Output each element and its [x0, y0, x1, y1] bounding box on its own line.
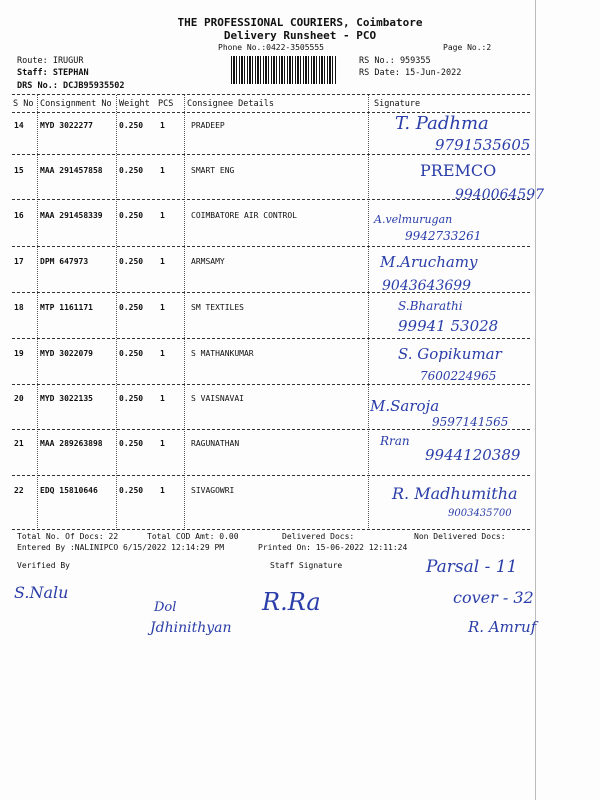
row-signature: M.Saroja [370, 397, 440, 415]
row-phone: 9942733261 [405, 229, 482, 243]
row-consignment: MYD 3022135 [40, 394, 93, 403]
staff-signature-mark: Dol [154, 600, 177, 615]
row-rule [12, 246, 530, 247]
row-consignment: MAA 289263898 [40, 439, 103, 448]
row-rule [12, 154, 530, 155]
total-docs: Total No. Of Docs: 22 [17, 532, 119, 541]
total-cod: Total COD Amt: 0.00 [147, 532, 239, 541]
row-signature: A.velmurugan [374, 213, 453, 226]
row-consignment: MAA 291457858 [40, 166, 103, 175]
sheet-title: Delivery Runsheet - PCO [223, 29, 377, 42]
row-weight: 0.250 [119, 439, 144, 448]
row-consignment: MYD 3022079 [40, 349, 93, 358]
row-rule [12, 475, 530, 476]
row-phone: 9940064597 [455, 187, 545, 203]
row-consignee: S MATHANKUMAR [191, 349, 254, 358]
row-sno: 17 [14, 257, 24, 266]
col-divider [116, 95, 117, 530]
row-sno: 19 [14, 349, 24, 358]
row-rule [12, 338, 530, 339]
row-sno: 20 [14, 394, 24, 403]
verified-signature: S.Nalu [14, 583, 69, 602]
row-pcs: 1 [160, 211, 165, 220]
row-consignee: RAGUNATHAN [191, 439, 240, 448]
entered-by: Entered By :NALINIPCO 6/15/2022 12:14:29 PM [17, 543, 225, 552]
row-consignee: PRADEEP [191, 121, 225, 130]
row-pcs: 1 [160, 121, 165, 130]
row-signature: M.Aruchamy [380, 253, 478, 271]
page-number: Page No.:2 [443, 43, 492, 52]
col-header-consignment: Consignment No [40, 99, 112, 109]
row-consignment: EDQ 15810646 [40, 486, 98, 495]
printed-on: Printed On: 15-06-2022 12:11:24 [258, 543, 408, 552]
route: Route: IRUGUR [17, 56, 84, 66]
drs-number: DRS No.: DCJB95935502 [17, 81, 125, 91]
row-pcs: 1 [160, 257, 165, 266]
row-rule [12, 384, 530, 385]
row-signature: PREMCO [420, 161, 497, 180]
row-phone: 99941 53028 [398, 317, 499, 335]
row-consignment: MTP 1161171 [40, 303, 93, 312]
row-weight: 0.250 [119, 486, 144, 495]
table-bottom-rule [12, 529, 530, 530]
staff-signature-initials: R.Ra [262, 588, 321, 616]
row-pcs: 1 [160, 349, 165, 358]
row-signature: R. Madhumitha [392, 484, 518, 503]
row-weight: 0.250 [119, 166, 144, 175]
row-consignee: COIMBATORE AIR CONTROL [191, 211, 297, 220]
non-delivered-docs: Non Delivered Docs: [414, 532, 506, 541]
row-consignee: ARMSAMY [191, 257, 225, 266]
row-consignee: SMART ENG [191, 166, 235, 175]
row-signature: S. Gopikumar [398, 345, 502, 363]
row-signature: S.Bharathi [398, 299, 463, 313]
row-pcs: 1 [160, 439, 165, 448]
row-signature: Rran [380, 434, 410, 448]
delivered-docs: Delivered Docs: [282, 532, 355, 541]
row-sno: 15 [14, 166, 24, 175]
row-rule [12, 199, 530, 200]
staff-name: Staff: STEPHAN [17, 68, 89, 78]
row-sno: 18 [14, 303, 24, 312]
company-title: THE PROFESSIONAL COURIERS, Coimbatore [177, 16, 423, 29]
col-header-signature: Signature [374, 99, 421, 109]
staff-signature-name: Jdhinithyan [150, 620, 232, 636]
row-consignment: DPM 647973 [40, 257, 89, 266]
row-consignment: MAA 291458339 [40, 211, 103, 220]
row-sno: 14 [14, 121, 24, 130]
row-phone: 7600224965 [420, 369, 497, 383]
col-divider [368, 95, 369, 530]
verified-by-label: Verified By [17, 561, 70, 570]
row-consignee: SIVAGOWRI [191, 486, 235, 495]
row-signature: T. Padhma [395, 113, 489, 134]
row-consignee: SM TEXTILES [191, 303, 244, 312]
row-pcs: 1 [160, 303, 165, 312]
row-consignment: MYD 3022277 [40, 121, 93, 130]
row-weight: 0.250 [119, 211, 144, 220]
col-header-pcs: PCS [158, 99, 174, 109]
row-weight: 0.250 [119, 394, 144, 403]
rs-number: RS No.: 959355 [359, 56, 431, 66]
row-sno: 21 [14, 439, 24, 448]
row-rule [12, 292, 530, 293]
row-phone: 9791535605 [435, 136, 531, 154]
row-phone: 9043643699 [382, 278, 472, 294]
row-sno: 22 [14, 486, 24, 495]
row-weight: 0.250 [119, 121, 144, 130]
row-sno: 16 [14, 211, 24, 220]
row-weight: 0.250 [119, 257, 144, 266]
col-divider [37, 95, 38, 530]
col-header-sno: S No [13, 99, 34, 109]
page-edge-line [535, 0, 536, 800]
phone-number: Phone No.:0422-3505555 [218, 43, 324, 52]
row-phone: 9944120389 [425, 446, 521, 464]
row-rule [12, 429, 530, 430]
row-pcs: 1 [160, 166, 165, 175]
row-consignee: S VAISNAVAI [191, 394, 244, 403]
col-divider [184, 95, 185, 530]
row-weight: 0.250 [119, 303, 144, 312]
row-pcs: 1 [160, 486, 165, 495]
table-top-rule [12, 94, 530, 95]
handwritten-initials: R. Amruf [468, 618, 537, 636]
row-phone: 9597141565 [432, 415, 509, 429]
row-weight: 0.250 [119, 349, 144, 358]
rs-date: RS Date: 15-Jun-2022 [359, 68, 462, 78]
cover-count-note: cover - 32 [453, 588, 534, 607]
col-header-consignee: Consignee Details [187, 99, 274, 109]
parcel-count-note: Parsal - 11 [426, 557, 518, 577]
row-pcs: 1 [160, 394, 165, 403]
col-header-weight: Weight [119, 99, 150, 109]
barcode [231, 56, 337, 84]
row-phone: 9003435700 [448, 508, 512, 519]
staff-signature-label: Staff Signature [270, 561, 343, 570]
